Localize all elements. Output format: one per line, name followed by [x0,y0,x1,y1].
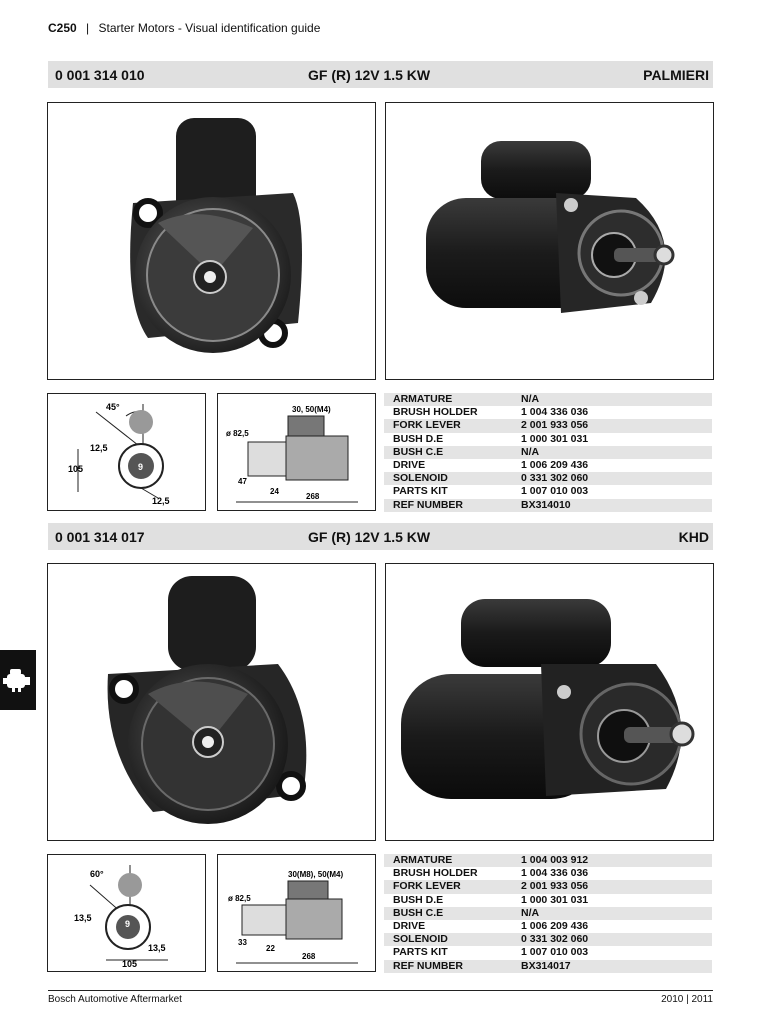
face-dimension-drawing [47,393,206,511]
table-row [384,894,712,907]
table-row [384,960,712,973]
page-header [48,21,320,35]
part-value: 1 007 010 003 [521,946,589,959]
header-separator: | [86,21,90,35]
part-value: BX314017 [521,959,571,972]
table-row [384,499,712,512]
table-row [384,946,712,959]
part-value: 1 004 336 036 [521,406,589,419]
table-row [384,920,712,933]
table-row [384,393,712,406]
brand-name: KHD [678,528,709,545]
part-value: N/A [521,906,540,919]
diameter-label: ø 82,5 [226,429,249,438]
part-label: ARMATURE [393,393,453,405]
part-value: 2 001 933 056 [521,419,589,432]
part-label: BUSH C.E [393,906,444,919]
part-value: 0 331 302 060 [521,472,589,485]
part-value: BX314010 [521,498,571,511]
dim-b-label: 9 [125,919,131,929]
part-value: N/A [521,393,540,405]
part-value: 1 000 301 031 [521,432,589,445]
part-number: 0 001 314 010 [55,66,145,83]
part-label: PARTS KIT [393,946,448,959]
table-row [384,880,712,893]
table-row [384,907,712,920]
front-view-photo [47,102,376,380]
parts-table [384,854,712,973]
thread-label: 30(M8), 50(M4) [288,870,344,879]
part-value: 1 004 003 912 [521,854,589,866]
table-row [384,933,712,946]
product-title-bar [48,61,713,88]
footer-brand: Bosch Automotive Aftermarket [48,994,182,1005]
d2-label: 22 [266,944,275,953]
height-label: 105 [68,464,84,474]
angle-label: 45° [106,402,120,412]
dim-c-label: 12,5 [152,496,170,506]
part-label: REF NUMBER [393,959,463,972]
part-label: DRIVE [393,919,426,932]
table-row [384,459,712,472]
footer-year: 2010 | 2011 [661,994,713,1005]
part-label: BUSH D.E [393,893,444,906]
table-row [384,406,712,419]
part-label: BRUSH HOLDER [393,406,478,419]
angle-label: 60° [90,869,104,879]
page-code: C250 [48,21,77,35]
height-label: 105 [122,959,138,969]
part-label: FORK LEVER [393,880,461,893]
thread-label: 30, 50(M4) [292,405,331,414]
parts-table [384,393,712,512]
footer-divider [48,990,713,991]
dim-a-label: 13,5 [74,913,92,923]
part-value: 1 000 301 031 [521,893,589,906]
side-view-photo [385,563,714,841]
product-spec: GF (R) 12V 1.5 KW [308,66,431,83]
table-row [384,419,712,432]
part-number: 0 001 314 017 [55,528,145,545]
part-value: 1 006 209 436 [521,458,589,471]
length-label: 268 [306,492,320,501]
side-dimension-drawing [217,854,376,972]
side-view-photo [385,102,714,380]
d1-label: 47 [238,477,247,486]
part-value: 1 006 209 436 [521,919,589,932]
dim-b-label: 9 [138,462,144,472]
part-value: 1 007 010 003 [521,485,589,498]
diameter-label: ø 82,5 [228,894,251,903]
part-label: BRUSH HOLDER [393,867,478,880]
part-label: DRIVE [393,458,426,471]
length-label: 268 [302,952,316,961]
product-spec: GF (R) 12V 1.5 KW [308,528,431,545]
part-value: 0 331 302 060 [521,933,589,946]
part-label: SOLENOID [393,933,448,946]
table-row [384,485,712,498]
part-label: BUSH C.E [393,445,444,458]
table-row [384,854,712,867]
face-dimension-drawing [47,854,206,972]
starter-motor-icon [0,650,36,710]
part-label: PARTS KIT [393,485,448,498]
brand-name: PALMIERI [643,66,709,83]
part-label: ARMATURE [393,854,453,866]
part-value: 1 004 336 036 [521,867,589,880]
dim-a-label: 12,5 [90,443,108,453]
table-row [384,472,712,485]
table-row [384,867,712,880]
side-dimension-drawing [217,393,376,511]
product-title-bar [48,523,713,550]
d2-label: 24 [270,487,279,496]
table-row [384,433,712,446]
d1-label: 33 [238,938,247,947]
part-value: 2 001 933 056 [521,880,589,893]
part-label: FORK LEVER [393,419,461,432]
section-side-tab[interactable] [0,650,36,710]
front-view-photo [47,563,376,841]
part-label: BUSH D.E [393,432,444,445]
dim-c-label: 13,5 [148,943,166,953]
part-label: SOLENOID [393,472,448,485]
part-label: REF NUMBER [393,498,463,511]
table-row [384,446,712,459]
page-title: Starter Motors - Visual identification guide [98,21,321,35]
part-value: N/A [521,445,540,458]
